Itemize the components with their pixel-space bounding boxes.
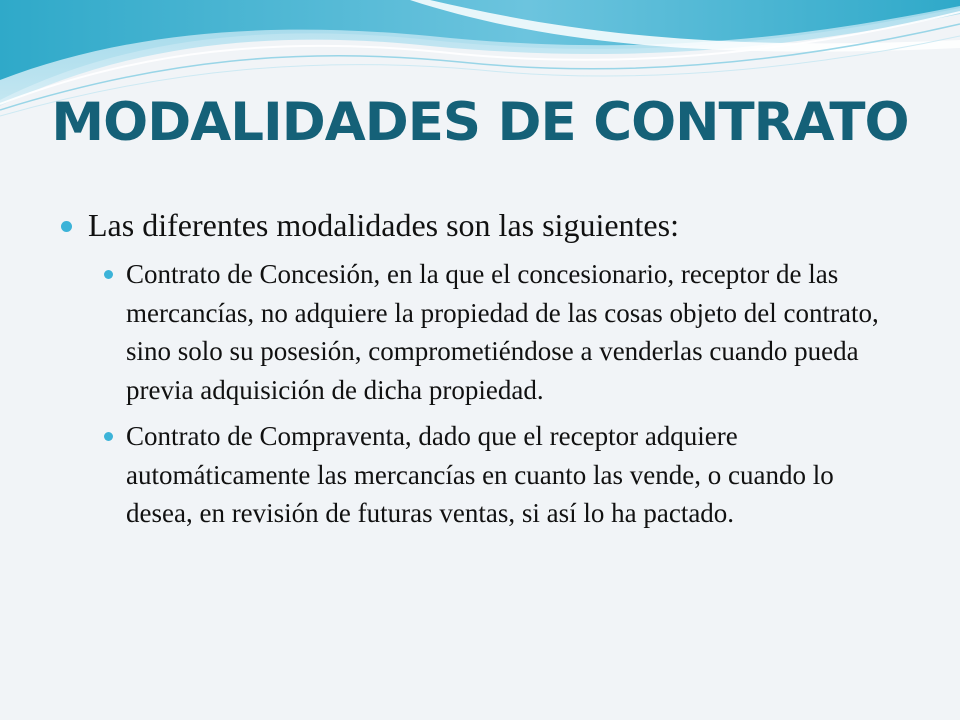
slide-content	[60, 205, 900, 541]
sub-bullet-list	[100, 255, 900, 533]
sub-bullet-text: Contrato de Concesión, en la que el concesionario, receptor de las mercancías, no adquiere la propiedad de las cosas objeto del contrato, sino solo su posesión, comprometiéndose a venderlas cuando pueda previa adquisición de dicha propiedad.	[126, 259, 879, 405]
bullet-intro-text: Las diferentes modalidades son las siguientes:	[88, 207, 679, 243]
sub-bullet-compraventa	[100, 417, 900, 533]
sub-bullet-text: Contrato de Compraventa, dado que el receptor adquiere automáticamente las mercancías en cuanto las vende, o cuando lo desea, en revisión de futuras ventas, si así lo ha pactado.	[126, 421, 834, 528]
bullet-dot-icon	[104, 432, 113, 441]
slide-title: MODALIDADES DE CONTRATO	[51, 92, 909, 153]
bullet-intro	[60, 205, 900, 245]
sub-bullet-concesion	[100, 255, 900, 409]
bullet-dot-icon	[61, 221, 72, 232]
bullet-dot-icon	[104, 270, 113, 279]
